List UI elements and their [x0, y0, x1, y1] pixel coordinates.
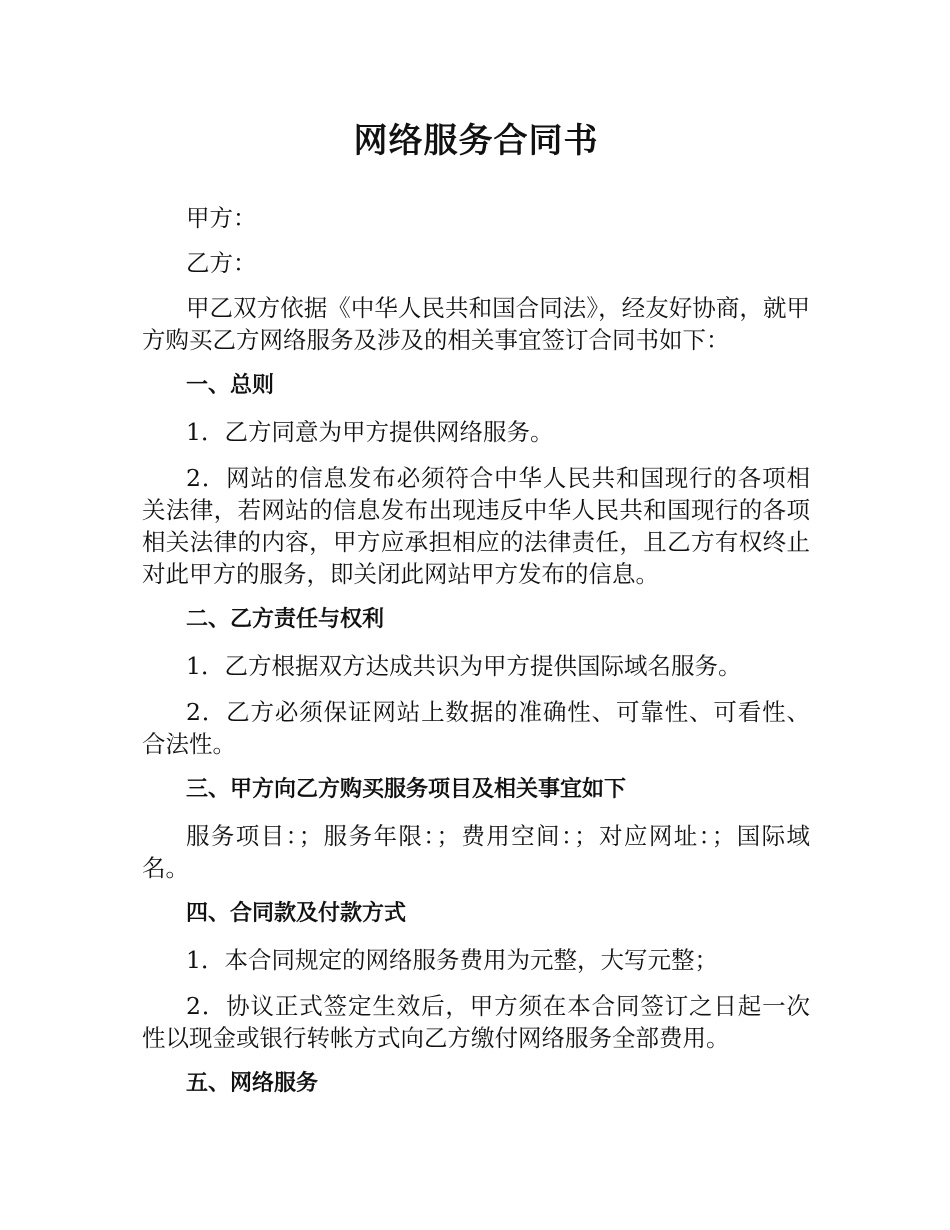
section-payment-clause-1: 1．本合同规定的网络服务费用为元整，大写元整； — [186, 946, 718, 974]
section-party-b-clause-1: 1．乙方根据双方达成共识为甲方提供国际域名服务。 — [186, 652, 742, 680]
intro-paragraph: 甲乙双方依据《中华人民共和国合同法》，经友好协商，就甲方购买乙方网络服务及涉及的相关事宜签订合同书如下： — [142, 294, 810, 354]
document-body — [142, 118, 810, 1114]
section-heading-network-service: 五、网络服务 — [186, 1071, 319, 1096]
section-general-clause-2: 2．网站的信息发布必须符合中华人民共和国现行的各项相关法律，若网站的信息发布出现违反中华人民共和国现行的各项相关法律的内容，甲方应承担相应的法律责任，且乙方有权终止对此甲方的服务，即关闭此网站甲方发布的信息。 — [142, 464, 810, 588]
document-title: 网络服务合同书 — [353, 121, 599, 161]
section-general-clause-1: 1．乙方同意为甲方提供网络服务。 — [186, 418, 554, 446]
section-service-items-text: 服务项目：；服务年限：；费用空间：；对应网址：；国际域名。 — [142, 822, 810, 882]
section-party-b-clause-2: 2．乙方必须保证网站上数据的准确性、可靠性、可看性、合法性。 — [142, 698, 810, 758]
section-payment-clause-2: 2．协议正式签定生效后，甲方须在本合同签订之日起一次性以现金或银行转帐方式向乙方缴付网络服务全部费用。 — [142, 992, 810, 1052]
section-heading-payment: 四、合同款及付款方式 — [186, 901, 407, 926]
section-heading-general: 一、总则 — [186, 373, 275, 398]
section-heading-service-items: 三、甲方向乙方购买服务项目及相关事宜如下 — [186, 777, 627, 802]
party-a-line: 甲方： — [186, 204, 257, 232]
section-heading-party-b-duties: 二、乙方责任与权利 — [186, 607, 385, 632]
party-b-line: 乙方： — [186, 249, 257, 277]
